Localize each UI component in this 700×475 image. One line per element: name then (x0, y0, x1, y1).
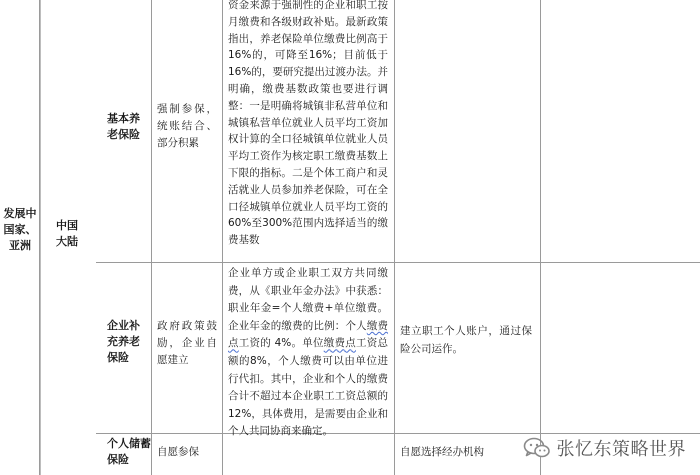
insurance-type-personal (107, 436, 151, 468)
table-border-col5 (394, 0, 395, 475)
management-text: 建立职工个人账户，通过保险公司运作。 (400, 325, 532, 355)
region-label: 发展中国家、亚洲 (3, 207, 37, 252)
table-border-col6 (540, 0, 541, 475)
funding-text-part2: 工资的 4%。单位 (238, 337, 324, 350)
type-label: 个人储蓄保险 (107, 437, 151, 466)
mode-supplementary (157, 318, 217, 368)
row-divider-2 (96, 433, 700, 434)
mode-personal (157, 444, 219, 461)
funding-text-part3: 工资总额的8%，个人缴费可以由单位进行代扣。其中，企业和个人的缴费合计不超过本企业职工工资总额的 12%，具体费用，是需要由企业和个人共同协商来确定。 (228, 337, 388, 438)
table-border-region (40, 0, 41, 475)
table-border-col4 (222, 0, 223, 475)
region-cell (2, 206, 38, 254)
wechat-icon (523, 436, 551, 460)
management-supplementary (400, 323, 532, 358)
insurance-type-basic (107, 111, 145, 143)
funding-supplementary (228, 265, 388, 441)
funding-text: 资金来源于强制性的企业和职工按月缴费和各级财政补贴。最新政策指出，养老保险单位缴费比例高于16%的，可降至16%；目前低于16%的，要研究提出过渡办法。并明确，缴费基数政策也要进行调整：一是明确将城镇非私营单位和城镇私营单位就业人员平均工资加权计算的全口径城镇单位就业人员平均工资作为核定职工缴费基数上下限的指标。二是个体工商户和灵活就业人员参加养老保险，可在全口径城镇单位就业人员平均工资的 60%至300%范围内选择适当的缴费基数 (228, 0, 388, 247)
funding-basic (228, 0, 388, 249)
type-label: 基本养老保险 (107, 112, 140, 141)
management-text: 自愿选择经办机构 (400, 446, 484, 458)
watermark-text: 张忆东策略世界 (556, 439, 686, 460)
table-border-col3 (151, 0, 152, 475)
watermark (523, 435, 687, 461)
funding-text-spell1: 缴费点 (228, 319, 389, 350)
mode-text: 自愿参保 (157, 446, 199, 458)
mode-text: 强制参保，统账结合、部分积累 (157, 103, 217, 149)
row-divider-1 (96, 262, 700, 263)
mode-text: 政府政策鼓励，企业自愿建立 (157, 320, 217, 366)
management-personal (400, 444, 540, 461)
mode-basic (157, 101, 217, 151)
country-cell (56, 218, 80, 250)
type-label: 企业补充养老保险 (107, 319, 140, 364)
funding-text-spell2: 缴费点 (323, 337, 356, 350)
funding-text-part1: 企业单方或企业职工双方共同缴费，从《职业年金办法》中获悉：职业年金=个人缴费+单位缴费。企业年金的缴费的比例：个人 (228, 267, 388, 332)
country-label: 中国大陆 (56, 219, 78, 248)
insurance-type-supplementary (107, 318, 145, 366)
